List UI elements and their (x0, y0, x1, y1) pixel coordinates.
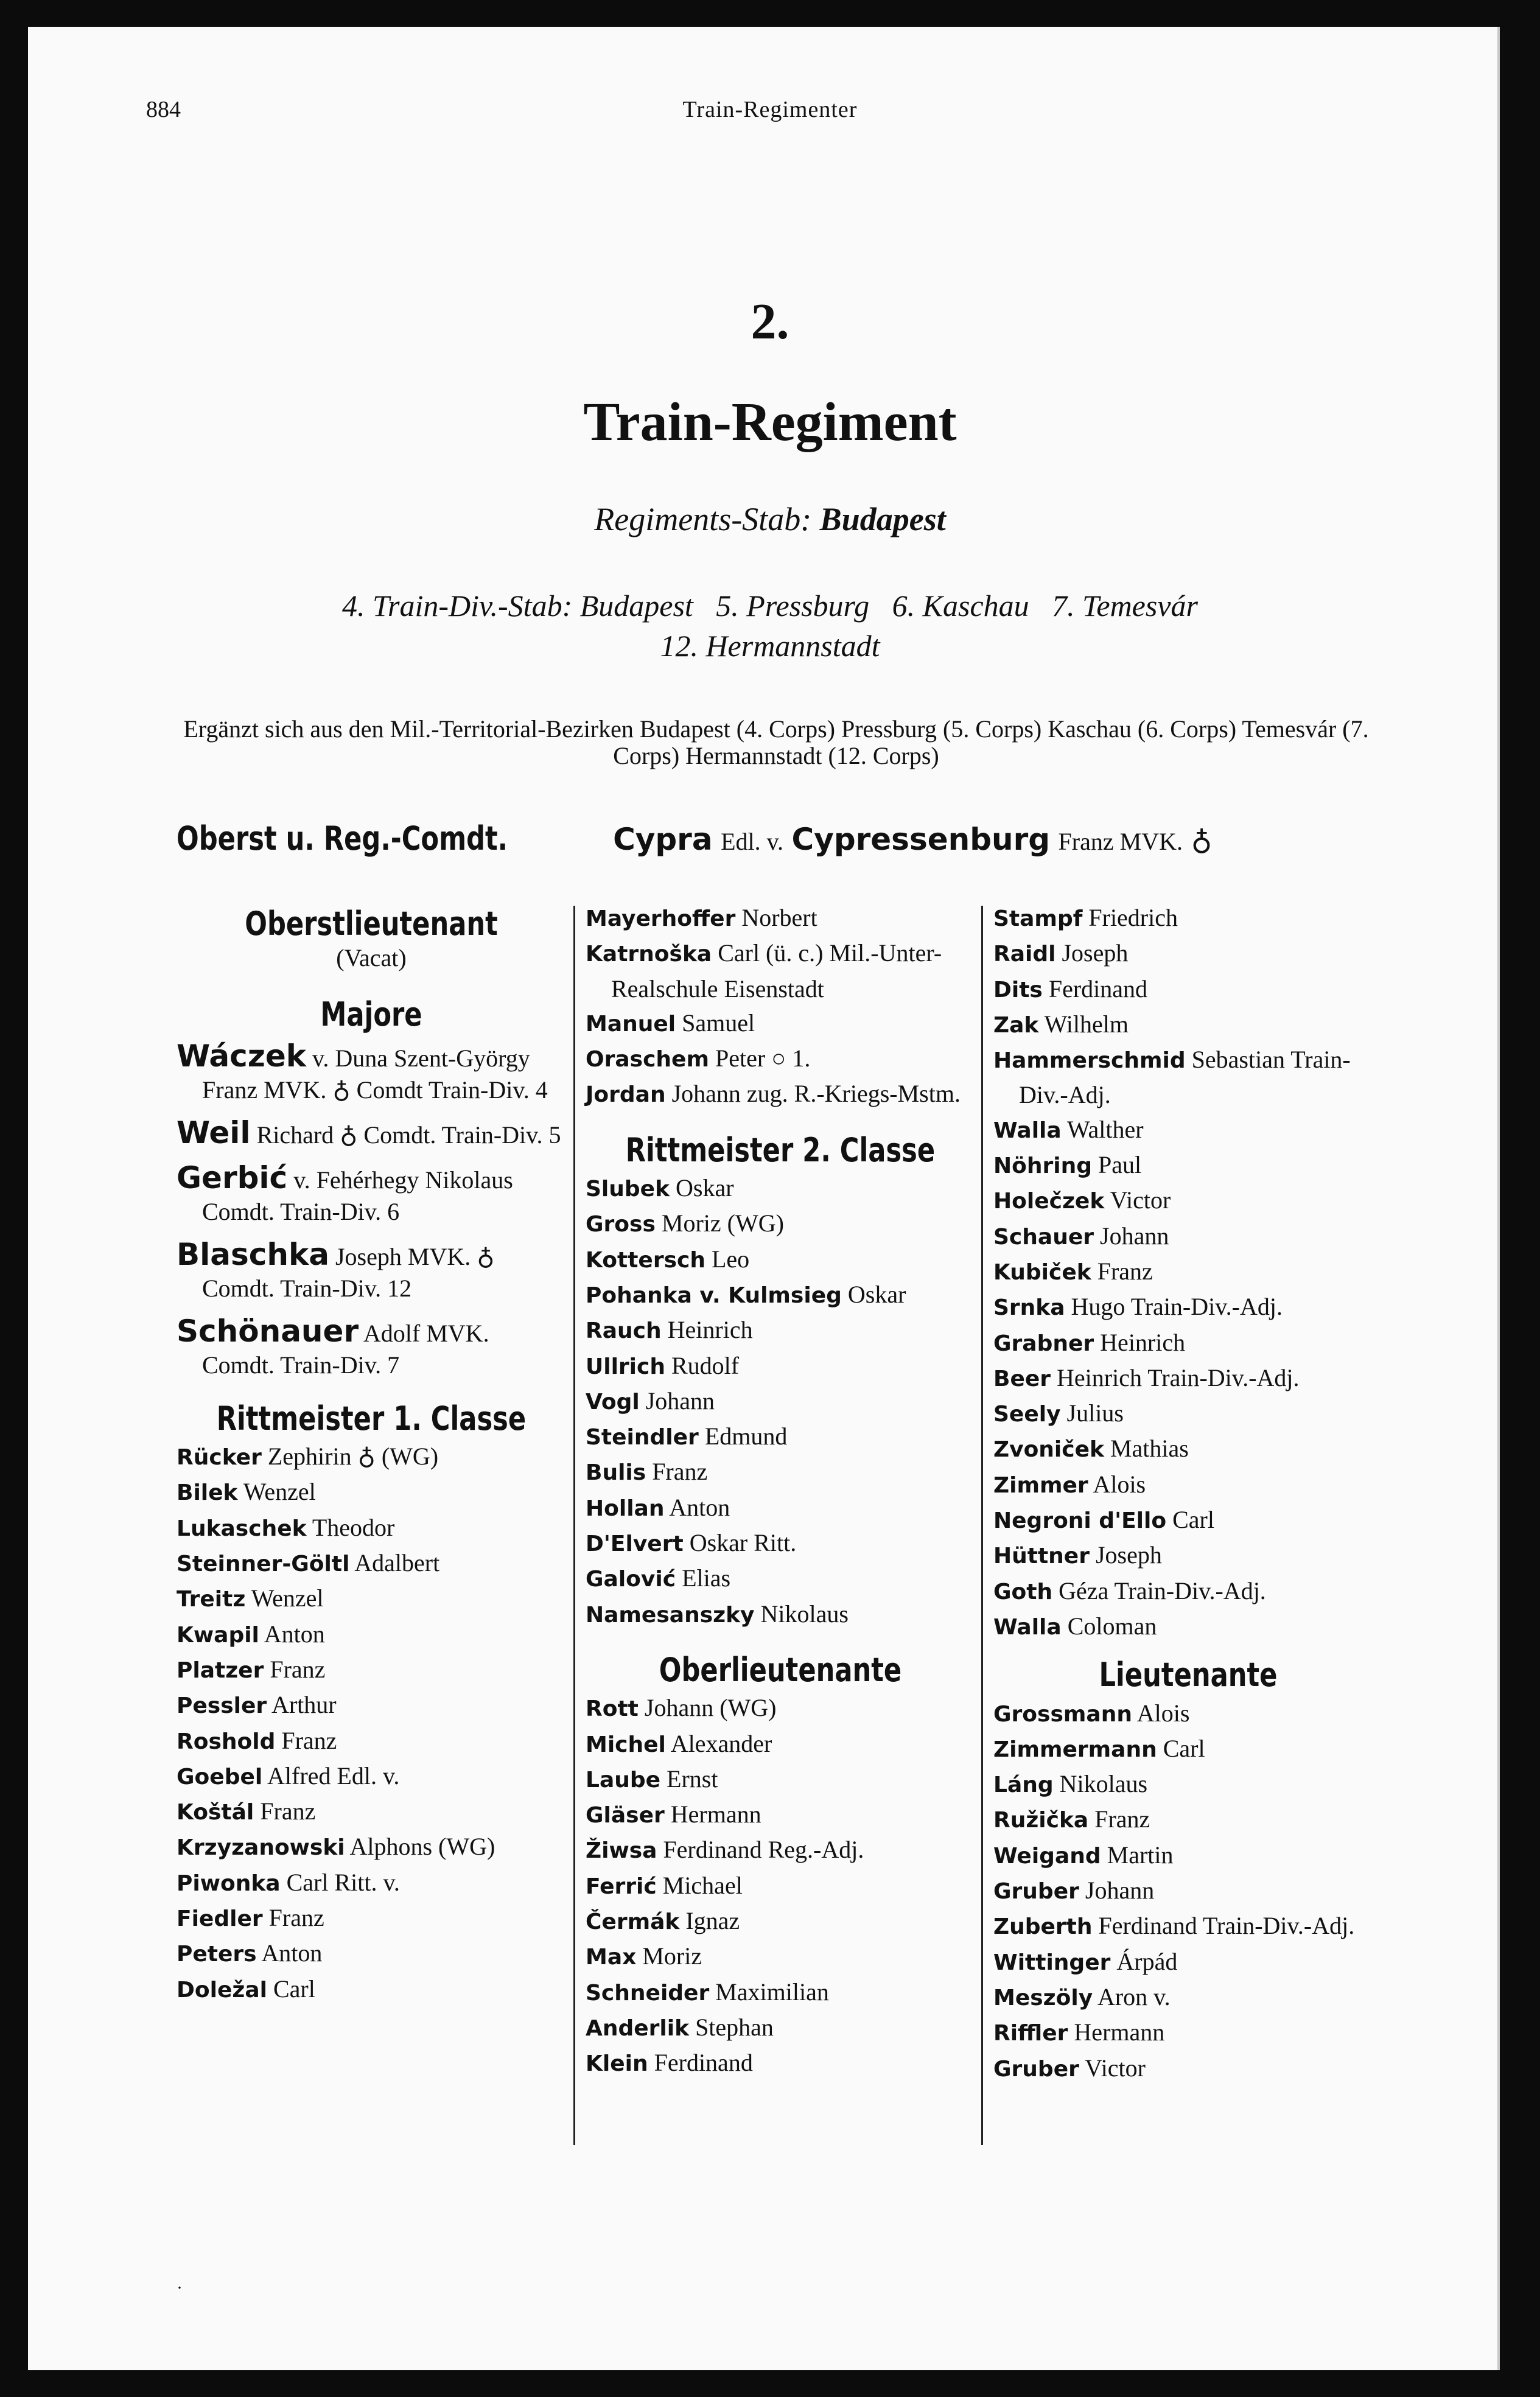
list-item: Schönauer Adolf MVK. Comdt. Train-Div. 7 (177, 1313, 489, 1379)
list-item: Blaschka Joseph MVK. ♁ Comdt. Train-Div. 12 (177, 1236, 495, 1302)
list-item: Ullrich Rudolf (586, 1351, 740, 1379)
rittmeister-2-list (586, 1171, 975, 1632)
column-rule-2 (981, 906, 983, 2145)
list-item: Kwapil Anton (177, 1620, 325, 1648)
list-item: Wittinger Árpád (993, 1947, 1178, 1975)
division-line-1: 4. Train-Div.-Stab: Budapest 5. Pressburg 6. Kaschau 7. Temesvár (342, 589, 1198, 623)
rittmeister-1-list (177, 1440, 566, 2007)
list-item: Goebel Alfred Edl. v. (177, 1762, 400, 1790)
commander-rest: Franz MVK. (1058, 828, 1183, 855)
lieutenante-list (993, 1696, 1383, 2087)
list-item: Schauer Johann (993, 1222, 1169, 1250)
list-item: Manuel Samuel (586, 1009, 755, 1037)
list-item: Schneider Maximilian (586, 1978, 829, 2006)
list-item: Koštál Franz (177, 1797, 316, 1825)
list-item: Katrnoška Carl (ü. c.) Mil.-Unter-Realschule Eisenstadt (586, 939, 942, 1003)
list-item: Hüttner Joseph (993, 1541, 1162, 1569)
commander-name-2: Cypressenburg (791, 822, 1051, 857)
list-item: Zuberth Ferdinand Train-Div.-Adj. (993, 1912, 1355, 1940)
list-item: Treitz Wenzel (177, 1584, 324, 1612)
page-number: 884 (146, 97, 181, 122)
column-2 (586, 901, 975, 2082)
column-rule-1 (573, 906, 575, 2145)
heading-oberstlieutenant: Oberstlieutenant (245, 905, 498, 943)
list-item: Klein Ferdinand (586, 2049, 753, 2077)
running-title: Train-Regimenter (682, 97, 858, 122)
list-item: Mayerhoffer Norbert (586, 904, 817, 931)
list-item: Goth Géza Train-Div.-Adj. (993, 1576, 1266, 1604)
list-item: Rauch Heinrich (586, 1316, 753, 1344)
order-icon: ♁ (1191, 824, 1213, 856)
list-item: Kottersch Leo (586, 1245, 750, 1273)
list-item: Zvoniček Mathias (993, 1435, 1189, 1463)
list-item: Gerbić v. Fehérhegy Nikolaus Comdt. Train-Div. 6 (177, 1160, 513, 1225)
list-item: Pohanka v. Kulmsieg Oskar (586, 1280, 906, 1308)
oberlieutenante-list (586, 1691, 975, 2081)
list-item: Gruber Johann (993, 1877, 1155, 1905)
list-item: Rott Johann (WG) (586, 1694, 777, 1722)
regiment-staff (0, 500, 1540, 538)
list-item: Negroni d'Ello Carl (993, 1506, 1214, 1534)
list-item: Lukaschek Theodor (177, 1513, 395, 1541)
footer-mark: · (177, 2278, 183, 2298)
rittmeister-1-continued (586, 901, 975, 1113)
list-item: Holečzek Victor (993, 1186, 1171, 1214)
list-item: Gruber Victor (993, 2054, 1146, 2082)
staff-place: Budapest (819, 501, 946, 537)
regiment-title: Train-Regiment (583, 392, 957, 452)
list-item: Platzer Franz (177, 1655, 326, 1683)
list-item: Roshold Franz (177, 1726, 337, 1754)
list-item: Weigand Martin (993, 1841, 1174, 1869)
list-item: Bilek Wenzel (177, 1478, 316, 1506)
list-item: Wáczek v. Duna Szent-György Franz MVK. ♁ Comdt Train-Div. 4 (177, 1038, 548, 1104)
list-item: Ferrić Michael (586, 1871, 743, 1899)
staff-label: Regiments-Stab: (594, 501, 812, 537)
heading-rittmeister-2: Rittmeister 2. Classe (625, 1130, 936, 1169)
list-item: Krzyzanowski Alphons (WG) (177, 1833, 495, 1861)
list-item: Doležal Carl (177, 1975, 315, 2003)
list-item: Vogl Johann (586, 1387, 715, 1415)
list-item: Láng Nikolaus (993, 1770, 1148, 1798)
column-1 (177, 901, 566, 2007)
list-item: Laube Ernst (586, 1765, 718, 1793)
list-item: Walla Coloman (993, 1612, 1157, 1640)
list-item: Fiedler Franz (177, 1904, 324, 1932)
division-staffs (0, 586, 1540, 666)
division-line-2: 12. Hermannstadt (660, 629, 880, 663)
list-item: Steinner-Göltl Adalbert (177, 1549, 440, 1577)
list-item: Meszöly Aron v. (993, 1982, 1171, 2010)
column-3 (993, 901, 1383, 2087)
list-item: Grossmann Alois (993, 1699, 1190, 1727)
list-item: Srnka Hugo Train-Div.-Adj. (993, 1293, 1283, 1321)
list-item: Grabner Heinrich (993, 1328, 1186, 1356)
commander-line (177, 819, 1213, 858)
list-item: Peters Anton (177, 1939, 323, 1967)
list-item: Piwonka Carl Ritt. v. (177, 1868, 400, 1896)
list-item: Zimmermann Carl (993, 1734, 1205, 1762)
list-item: Dits Ferdinand (993, 975, 1148, 1003)
list-item: Kubiček Franz (993, 1257, 1153, 1285)
list-item: Bulis Franz (586, 1458, 708, 1486)
list-item: Gläser Hermann (586, 1800, 761, 1828)
scan-edge (1497, 27, 1500, 2370)
list-item: Weil Richard ♁ Comdt. Train-Div. 5 (177, 1115, 561, 1150)
list-item: Ružička Franz (993, 1805, 1150, 1833)
list-item: Walla Walther (993, 1115, 1144, 1143)
list-item: Michel Alexander (586, 1729, 772, 1757)
list-item: Stampf Friedrich (993, 904, 1178, 931)
list-item: Namesanszky Nikolaus (586, 1600, 849, 1628)
list-item: Hollan Anton (586, 1493, 730, 1521)
list-item: Seely Julius (993, 1399, 1124, 1427)
list-item: Steindler Edmund (586, 1422, 788, 1450)
list-item: Anderlik Stephan (586, 2013, 774, 2041)
list-item: Žiwsa Ferdinand Reg.-Adj. (586, 1836, 864, 1864)
list-item: Gross Moriz (WG) (586, 1209, 784, 1237)
list-item: Rücker Zephirin ♁ (WG) (177, 1443, 439, 1471)
list-item: Hammerschmid Sebastian Train-Div.-Adj. (993, 1046, 1351, 1109)
commander-prefix: Edl. v. (721, 828, 784, 855)
list-item: Max Moriz (586, 1942, 702, 1970)
commander-rank: Oberst u. Reg.-Comdt. (177, 819, 508, 858)
list-item: Zak Wilhelm (993, 1010, 1129, 1038)
list-item: Slubek Oskar (586, 1174, 734, 1202)
list-item: Riffler Hermann (993, 2018, 1165, 2046)
list-item: Čermák Ignaz (586, 1907, 740, 1935)
heading-lieutenante: Lieutenante (1099, 1656, 1278, 1695)
recruitment-note: Ergänzt sich aus den Mil.-Territorial-Bezirken Budapest (4. Corps) Pressburg (5. Corps) Kaschau (6. Corps) Temesvár (7. Corps) Hermannstadt (12. Corps) (183, 715, 1369, 769)
majore-list (177, 1040, 566, 1381)
list-item: Galović Elias (586, 1564, 731, 1592)
list-item: D'Elvert Oskar Ritt. (586, 1529, 797, 1557)
heading-majore: Majore (320, 995, 422, 1034)
commander-name: Cypra (613, 822, 713, 857)
regiment-number: 2. (751, 293, 789, 350)
list-item: Jordan Johann zug. R.-Kriegs-Mstm. (586, 1080, 961, 1108)
list-item: Nöhring Paul (993, 1151, 1142, 1179)
list-item: Zimmer Alois (993, 1470, 1146, 1498)
heading-oberlieutenante: Oberlieutenante (659, 1650, 902, 1689)
list-item: Raidl Joseph (993, 939, 1129, 967)
oberlieutenante-continued (993, 901, 1383, 1645)
heading-rittmeister-1: Rittmeister 1. Classe (216, 1399, 527, 1438)
list-item: Oraschem Peter ○ 1. (586, 1045, 811, 1073)
vacat: (Vacat) (336, 944, 407, 972)
list-item: Beer Heinrich Train-Div.-Adj. (993, 1363, 1300, 1391)
list-item: Pessler Arthur (177, 1691, 337, 1719)
